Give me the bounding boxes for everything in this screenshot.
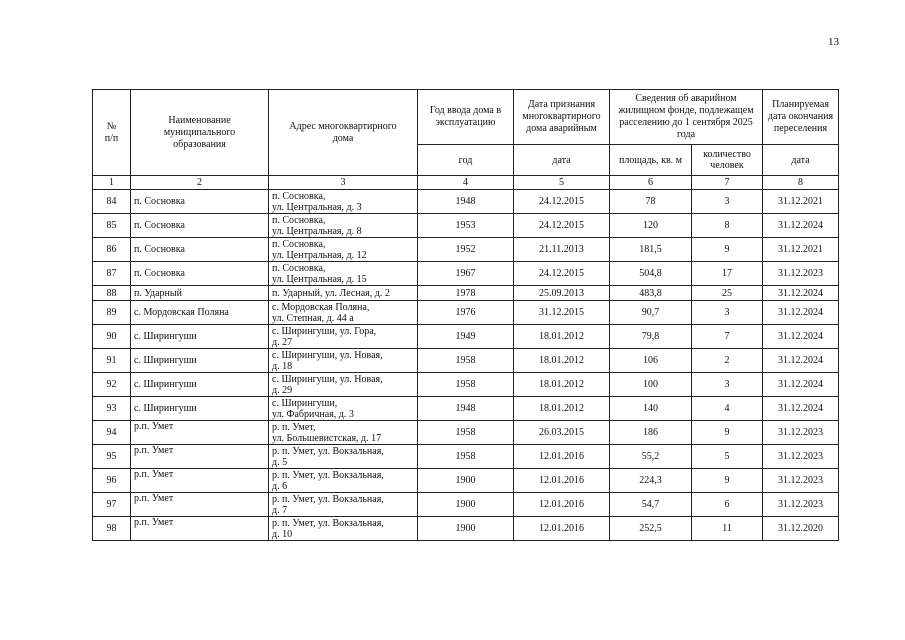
year-cell: 1958 xyxy=(418,373,514,397)
table-body xyxy=(93,190,839,541)
address-cell xyxy=(269,517,418,541)
people-cell: 9 xyxy=(692,238,763,262)
date-cell: 26.03.2015 xyxy=(514,421,610,445)
area-cell: 140 xyxy=(610,397,692,421)
subheader-year: год xyxy=(418,145,514,176)
column-number: 5 xyxy=(514,176,610,190)
people-cell: 6 xyxy=(692,493,763,517)
planned-date-cell: 31.12.2020 xyxy=(763,517,839,541)
date-cell: 18.01.2012 xyxy=(514,397,610,421)
column-number: 1 xyxy=(93,176,131,190)
table-row xyxy=(93,190,839,214)
people-cell: 3 xyxy=(692,301,763,325)
address-line-1: с. Ширингуши, ул. Новая, xyxy=(272,373,383,385)
table-row xyxy=(93,262,839,286)
date-cell: 12.01.2016 xyxy=(514,445,610,469)
address-line-2: д. 7 xyxy=(272,504,288,516)
address-line-1: р. п. Умет, xyxy=(272,421,316,433)
date-cell: 12.01.2016 xyxy=(514,469,610,493)
planned-date-cell: 31.12.2023 xyxy=(763,445,839,469)
planned-date-cell: 31.12.2024 xyxy=(763,214,839,238)
year-cell: 1900 xyxy=(418,493,514,517)
address-line-2: ул. Центральная, д. 8 xyxy=(272,225,362,237)
municipality-cell: п. Сосновка xyxy=(131,238,269,262)
year-cell: 1978 xyxy=(418,286,514,301)
address-line-1: с. Ширингуши, ул. Новая, xyxy=(272,349,383,361)
planned-date-cell: 31.12.2024 xyxy=(763,286,839,301)
address-line-2: ул. Степная, д. 44 а xyxy=(272,312,354,324)
date-cell: 12.01.2016 xyxy=(514,493,610,517)
municipality-cell: р.п. Умет xyxy=(131,493,269,517)
column-number: 7 xyxy=(692,176,763,190)
planned-date-cell: 31.12.2021 xyxy=(763,190,839,214)
address-cell xyxy=(269,214,418,238)
table-row xyxy=(93,349,839,373)
date-cell: 24.12.2015 xyxy=(514,262,610,286)
column-number: 6 xyxy=(610,176,692,190)
address-line-2: д. 10 xyxy=(272,528,293,540)
municipality-cell: р.п. Умет xyxy=(131,445,269,469)
address-line-2: д. 29 xyxy=(272,384,293,396)
municipality-cell: р.п. Умет xyxy=(131,469,269,493)
address-cell xyxy=(269,421,418,445)
table-row xyxy=(93,517,839,541)
area-cell: 79,8 xyxy=(610,325,692,349)
people-cell: 8 xyxy=(692,214,763,238)
people-cell: 4 xyxy=(692,397,763,421)
year-cell: 1900 xyxy=(418,517,514,541)
row-number: 98 xyxy=(93,517,131,541)
year-cell: 1949 xyxy=(418,325,514,349)
municipality-cell: с. Ширингуши xyxy=(131,373,269,397)
municipality-cell: с. Ширингуши xyxy=(131,349,269,373)
header-num: № п/п xyxy=(93,90,131,176)
header-address: Адрес многоквартирного дома xyxy=(269,90,418,176)
people-cell: 11 xyxy=(692,517,763,541)
address-line-1: п. Ударный, ул. Лесная, д. 2 xyxy=(272,287,390,299)
year-cell: 1958 xyxy=(418,349,514,373)
people-cell: 9 xyxy=(692,469,763,493)
column-number: 3 xyxy=(269,176,418,190)
address-cell xyxy=(269,445,418,469)
date-cell: 24.12.2015 xyxy=(514,190,610,214)
address-cell xyxy=(269,301,418,325)
year-cell: 1948 xyxy=(418,190,514,214)
people-cell: 9 xyxy=(692,421,763,445)
table-row xyxy=(93,493,839,517)
date-cell: 31.12.2015 xyxy=(514,301,610,325)
address-cell xyxy=(269,238,418,262)
address-line-2: д. 6 xyxy=(272,480,288,492)
address-cell xyxy=(269,397,418,421)
column-number: 8 xyxy=(763,176,839,190)
header-date: Дата признания многоквартирного дома аварийным xyxy=(514,90,610,145)
year-cell: 1952 xyxy=(418,238,514,262)
header-year: Год ввода дома в эксплуатацию xyxy=(418,90,514,145)
area-cell: 55,2 xyxy=(610,445,692,469)
page-number: 13 xyxy=(828,36,839,48)
table-row xyxy=(93,238,839,262)
row-number: 88 xyxy=(93,286,131,301)
subheader-people: количество человек xyxy=(692,145,763,176)
planned-date-cell: 31.12.2024 xyxy=(763,301,839,325)
table-row xyxy=(93,214,839,238)
row-number: 94 xyxy=(93,421,131,445)
date-cell: 18.01.2012 xyxy=(514,325,610,349)
address-line-2: ул. Центральная, д. 15 xyxy=(272,273,367,285)
planned-date-cell: 31.12.2023 xyxy=(763,469,839,493)
municipality-cell: р.п. Умет xyxy=(131,421,269,445)
people-cell: 3 xyxy=(692,373,763,397)
address-line-2: ул. Большевистская, д. 17 xyxy=(272,432,382,444)
area-cell: 252,5 xyxy=(610,517,692,541)
municipality-cell: п. Сосновка xyxy=(131,214,269,238)
date-cell: 12.01.2016 xyxy=(514,517,610,541)
planned-date-cell: 31.12.2021 xyxy=(763,238,839,262)
address-line-2: ул. Фабричная, д. 3 xyxy=(272,408,354,420)
address-line-1: п. Сосновка, xyxy=(272,238,326,250)
table-row xyxy=(93,397,839,421)
row-number: 91 xyxy=(93,349,131,373)
area-cell: 181,5 xyxy=(610,238,692,262)
municipality-cell: р.п. Умет xyxy=(131,517,269,541)
municipality-cell: с. Ширингуши xyxy=(131,325,269,349)
row-number: 89 xyxy=(93,301,131,325)
row-number: 86 xyxy=(93,238,131,262)
row-number: 92 xyxy=(93,373,131,397)
year-cell: 1953 xyxy=(418,214,514,238)
address-line-2: ул. Центральная, д. 3 xyxy=(272,201,362,213)
table-row xyxy=(93,373,839,397)
area-cell: 106 xyxy=(610,349,692,373)
year-cell: 1967 xyxy=(418,262,514,286)
address-line-1: п. Сосновка, xyxy=(272,262,326,274)
people-cell: 17 xyxy=(692,262,763,286)
table-row xyxy=(93,469,839,493)
people-cell: 7 xyxy=(692,325,763,349)
area-cell: 504,8 xyxy=(610,262,692,286)
address-cell xyxy=(269,349,418,373)
header-info: Сведения об аварийном жилищном фонде, подлежащем расселению до 1 сентября 2025 года xyxy=(610,90,763,145)
row-number: 97 xyxy=(93,493,131,517)
people-cell: 5 xyxy=(692,445,763,469)
row-number: 90 xyxy=(93,325,131,349)
address-line-1: с. Ширингуши, ул. Гора, xyxy=(272,325,377,337)
address-line-2: д. 27 xyxy=(272,336,293,348)
address-cell xyxy=(269,286,418,301)
address-cell xyxy=(269,262,418,286)
address-line-1: п. Сосновка, xyxy=(272,190,326,202)
year-cell: 1976 xyxy=(418,301,514,325)
area-cell: 186 xyxy=(610,421,692,445)
area-cell: 90,7 xyxy=(610,301,692,325)
column-number: 2 xyxy=(131,176,269,190)
emergency-housing-table xyxy=(92,89,839,541)
subheader-area: площадь, кв. м xyxy=(610,145,692,176)
table-row xyxy=(93,286,839,301)
date-cell: 18.01.2012 xyxy=(514,373,610,397)
planned-date-cell: 31.12.2024 xyxy=(763,373,839,397)
people-cell: 3 xyxy=(692,190,763,214)
column-number: 4 xyxy=(418,176,514,190)
municipality-cell: п. Сосновка xyxy=(131,190,269,214)
planned-date-cell: 31.12.2023 xyxy=(763,421,839,445)
planned-date-cell: 31.12.2023 xyxy=(763,262,839,286)
address-line-1: р. п. Умет, ул. Вокзальная, xyxy=(272,493,384,505)
people-cell: 2 xyxy=(692,349,763,373)
year-cell: 1958 xyxy=(418,445,514,469)
people-cell: 25 xyxy=(692,286,763,301)
planned-date-cell: 31.12.2024 xyxy=(763,349,839,373)
year-cell: 1958 xyxy=(418,421,514,445)
row-number: 96 xyxy=(93,469,131,493)
date-cell: 21.11.2013 xyxy=(514,238,610,262)
table-row xyxy=(93,421,839,445)
planned-date-cell: 31.12.2024 xyxy=(763,397,839,421)
address-cell xyxy=(269,493,418,517)
address-cell xyxy=(269,325,418,349)
date-cell: 25.09.2013 xyxy=(514,286,610,301)
address-line-1: п. Сосновка, xyxy=(272,214,326,226)
area-cell: 224,3 xyxy=(610,469,692,493)
row-number: 85 xyxy=(93,214,131,238)
table-row xyxy=(93,301,839,325)
column-numbers-row xyxy=(93,176,839,190)
area-cell: 54,7 xyxy=(610,493,692,517)
row-number: 93 xyxy=(93,397,131,421)
planned-date-cell: 31.12.2023 xyxy=(763,493,839,517)
address-cell xyxy=(269,190,418,214)
planned-date-cell: 31.12.2024 xyxy=(763,325,839,349)
address-line-1: с. Ширингуши, xyxy=(272,397,338,409)
address-line-2: д. 5 xyxy=(272,456,288,468)
header-planned: Планируемая дата окончания переселения xyxy=(763,90,839,145)
address-cell xyxy=(269,373,418,397)
row-number: 87 xyxy=(93,262,131,286)
row-number: 95 xyxy=(93,445,131,469)
area-cell: 120 xyxy=(610,214,692,238)
address-line-1: с. Мордовская Поляна, xyxy=(272,301,370,313)
address-line-1: р. п. Умет, ул. Вокзальная, xyxy=(272,517,384,529)
date-cell: 18.01.2012 xyxy=(514,349,610,373)
municipality-cell: с. Мордовская Поляна xyxy=(131,301,269,325)
row-number: 84 xyxy=(93,190,131,214)
table-row xyxy=(93,445,839,469)
address-line-1: р. п. Умет, ул. Вокзальная, xyxy=(272,469,384,481)
date-cell: 24.12.2015 xyxy=(514,214,610,238)
address-line-2: д. 18 xyxy=(272,360,293,372)
area-cell: 100 xyxy=(610,373,692,397)
table-row xyxy=(93,325,839,349)
municipality-cell: п. Ударный xyxy=(131,286,269,301)
subheader-date: дата xyxy=(514,145,610,176)
address-line-1: р. п. Умет, ул. Вокзальная, xyxy=(272,445,384,457)
year-cell: 1900 xyxy=(418,469,514,493)
municipality-cell: с. Ширингуши xyxy=(131,397,269,421)
municipality-cell: п. Сосновка xyxy=(131,262,269,286)
address-line-2: ул. Центральная, д. 12 xyxy=(272,249,367,261)
area-cell: 483,8 xyxy=(610,286,692,301)
subheader-planned: дата xyxy=(763,145,839,176)
header-municipality: Наименование муниципального образования xyxy=(131,90,269,176)
area-cell: 78 xyxy=(610,190,692,214)
address-cell xyxy=(269,469,418,493)
year-cell: 1948 xyxy=(418,397,514,421)
